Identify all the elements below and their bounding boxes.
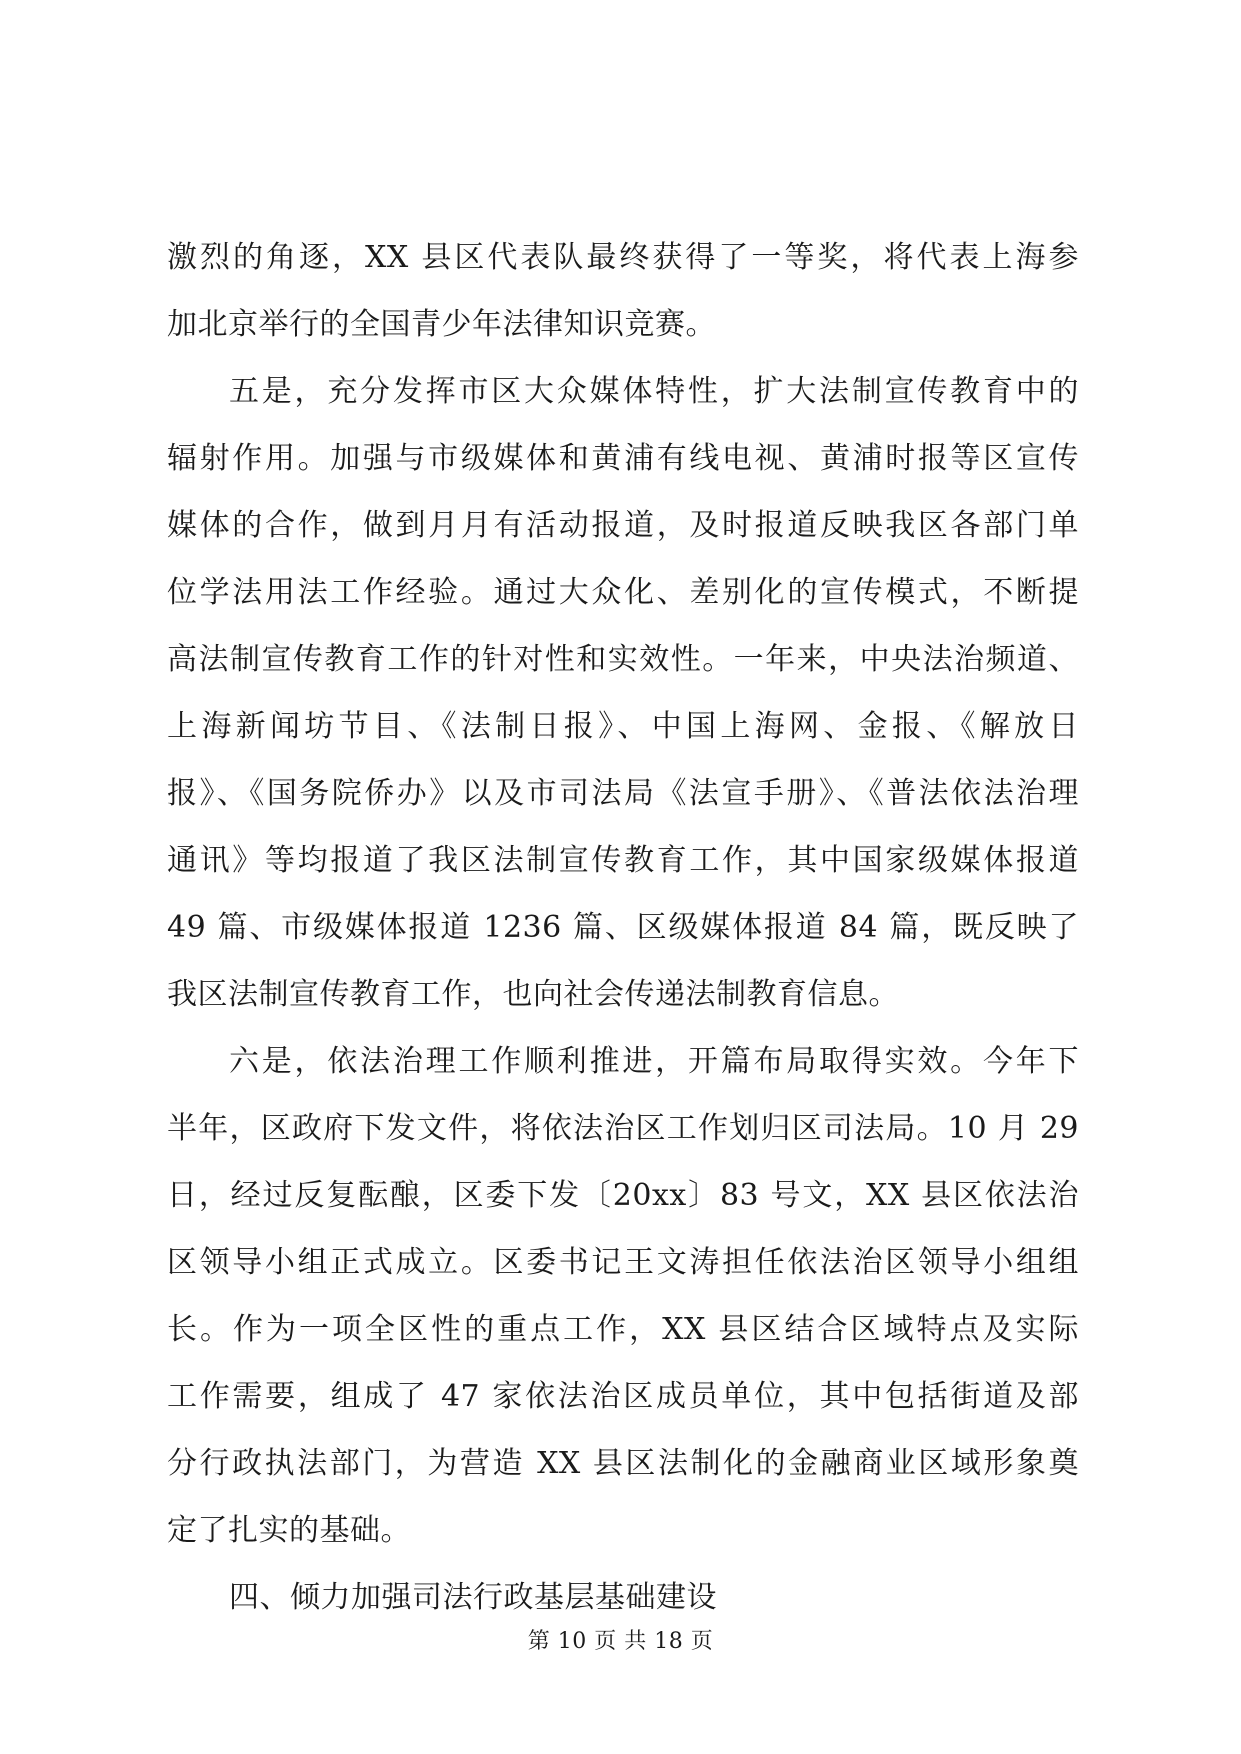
text-line: 位学法用法工作经验。通过大众化、差别化的宣传模式，不断提	[167, 575, 1079, 610]
text-line: 49 篇、市级媒体报道 1236 篇、区级媒体报道 84 篇，既反映了	[167, 910, 1079, 945]
text-line: 工作需要，组成了 47 家依法治区成员单位，其中包括街道及部	[167, 1379, 1079, 1414]
paragraph-first-line: 四、倾力加强司法行政基层基础建设	[229, 1580, 717, 1615]
text-line: 定了扎实的基础。	[167, 1513, 411, 1548]
text-line: 高法制宣传教育工作的针对性和实效性。一年来，中央法治频道、	[167, 642, 1079, 677]
text-line: 长。作为一项全区性的重点工作，XX 县区结合区域特点及实际	[167, 1312, 1079, 1347]
text-line: 辐射作用。加强与市级媒体和黄浦有线电视、黄浦时报等区宣传	[167, 441, 1079, 476]
paragraph-first-line: 六是，依法治理工作顺利推进，开篇布局取得实效。今年下	[229, 1044, 1079, 1079]
paragraph-first-line: 五是，充分发挥市区大众媒体特性，扩大法制宣传教育中的	[229, 374, 1079, 409]
text-line: 分行政执法部门，为营造 XX 县区法制化的金融商业区域形象奠	[167, 1446, 1079, 1481]
text-line: 通讯》等均报道了我区法制宣传教育工作，其中国家级媒体报道	[167, 843, 1079, 878]
text-line: 媒体的合作，做到月月有活动报道，及时报道反映我区各部门单	[167, 508, 1079, 543]
document-body	[167, 224, 1079, 1631]
page-footer: 第 10 页 共 18 页	[527, 1629, 714, 1654]
text-line: 加北京举行的全国青少年法律知识竞赛。	[167, 307, 716, 342]
text-line: 我区法制宣传教育工作，也向社会传递法制教育信息。	[167, 977, 899, 1012]
text-line: 报》、《国务院侨办》以及市司法局《法宣手册》、《普法依法治理	[167, 776, 1079, 811]
text-line: 上海新闻坊节目、《法制日报》、中国上海网、金报、《解放日	[167, 709, 1079, 744]
text-line: 半年，区政府下发文件，将依法治区工作划归区司法局。10 月 29	[167, 1111, 1079, 1146]
text-line: 区领导小组正式成立。区委书记王文涛担任依法治区领导小组组	[167, 1245, 1079, 1280]
text-line: 日，经过反复酝酿，区委下发〔20xx〕83 号文，XX 县区依法治	[167, 1178, 1079, 1213]
text-line: 激烈的角逐，XX 县区代表队最终获得了一等奖，将代表上海参	[167, 240, 1079, 275]
